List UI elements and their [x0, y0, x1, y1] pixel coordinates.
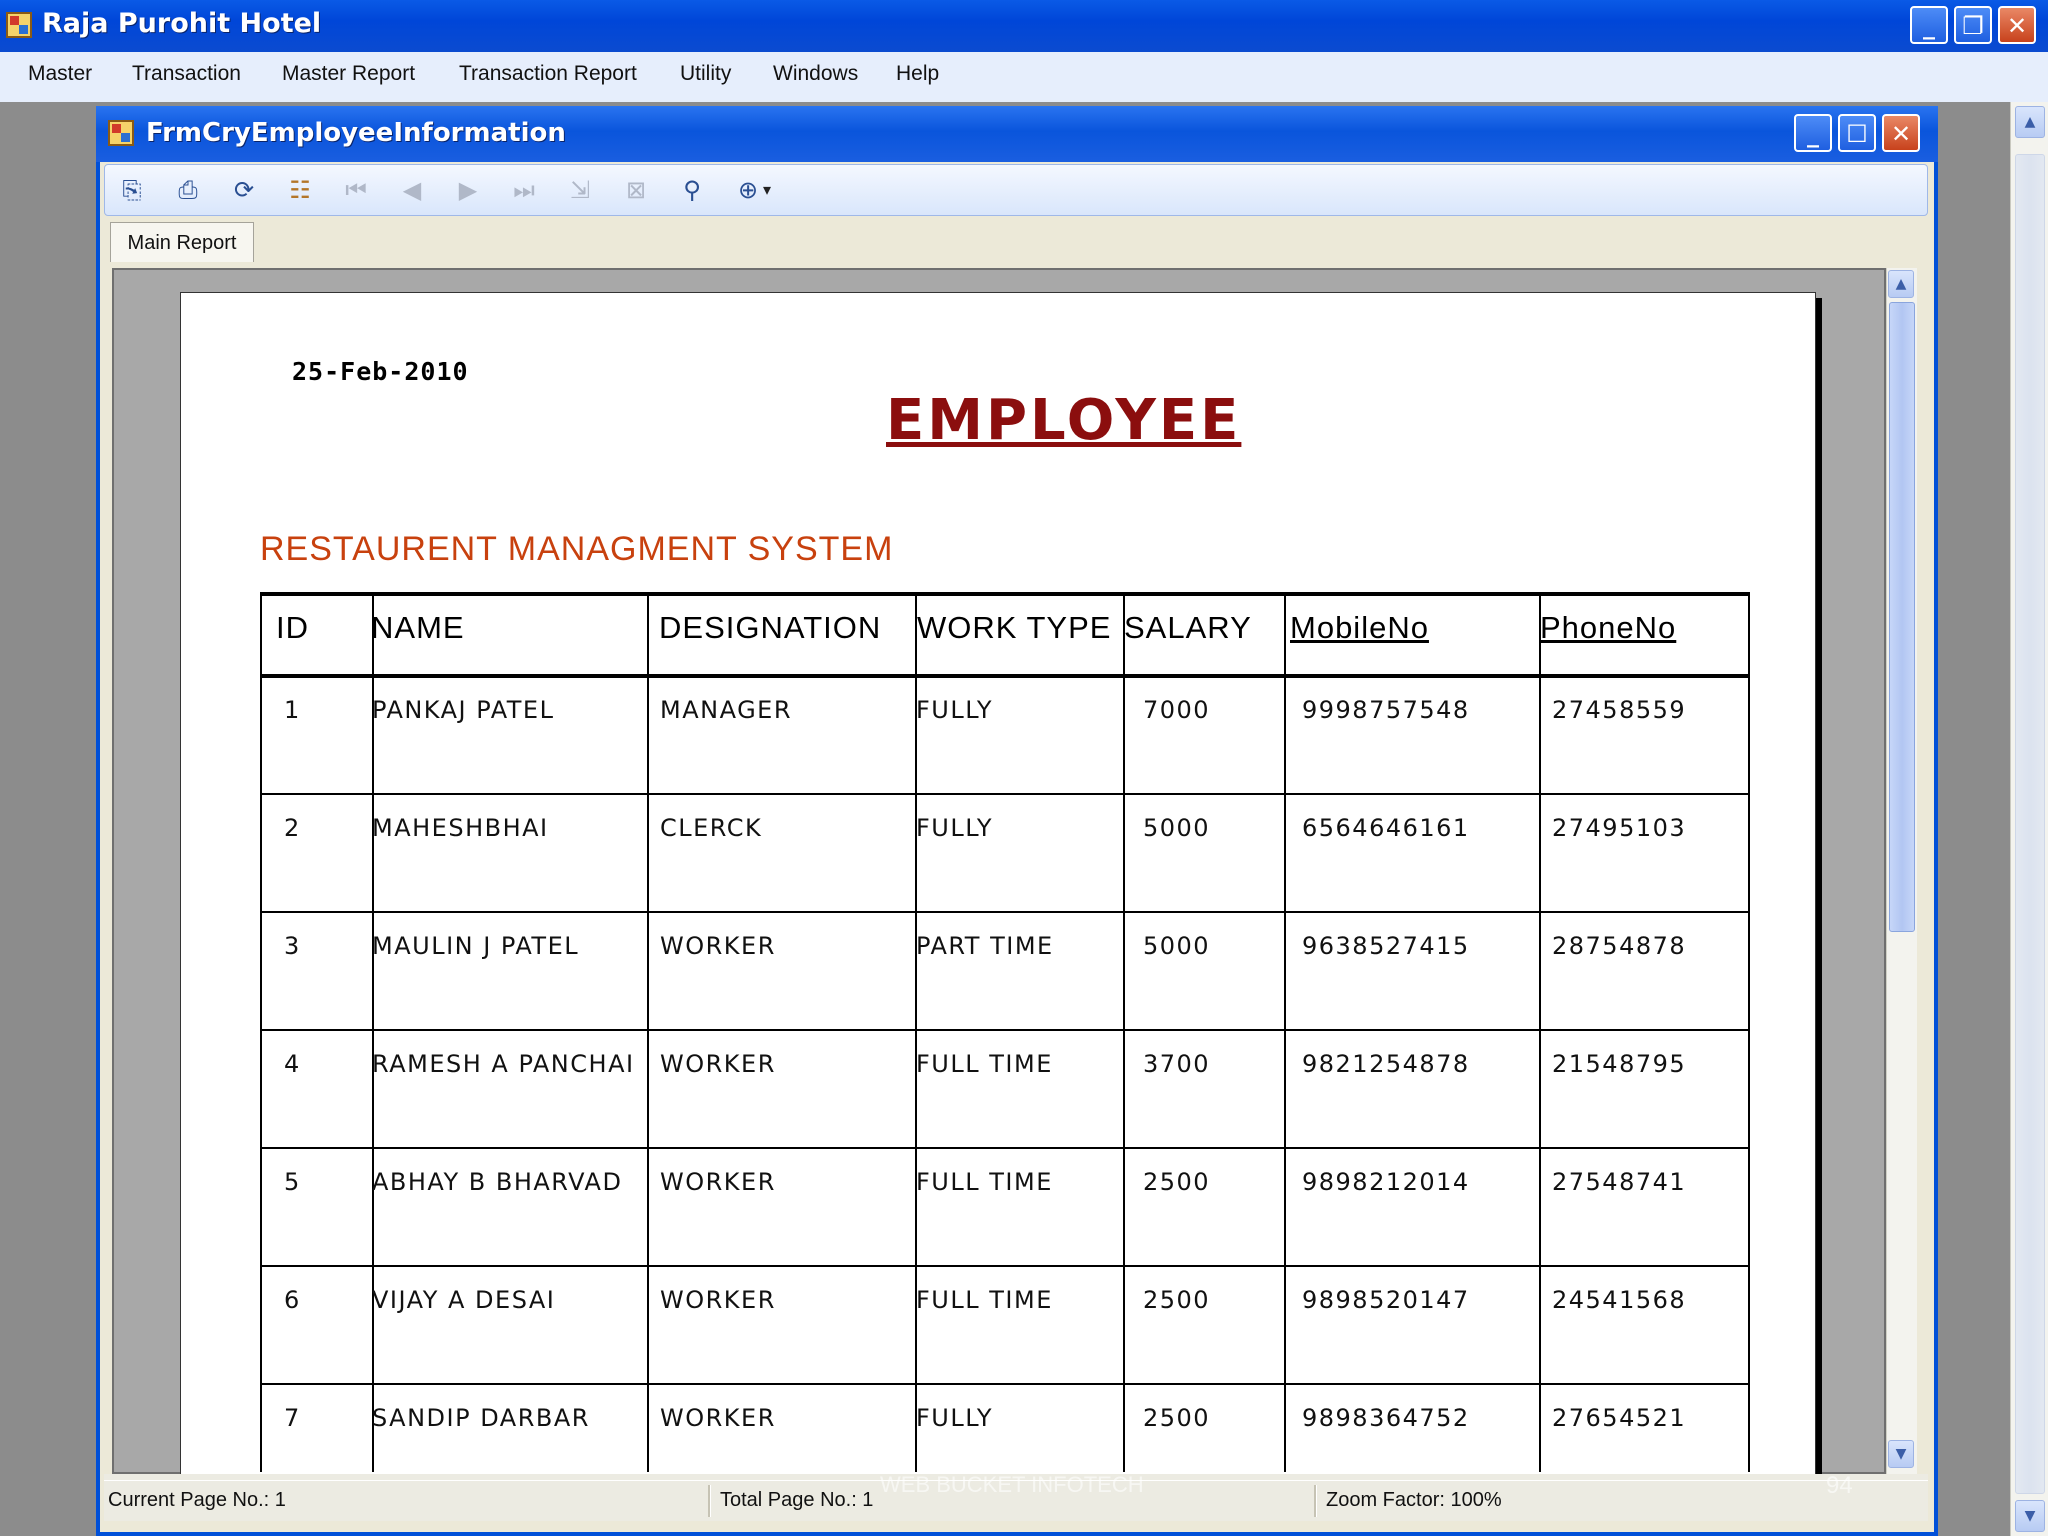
cell-salary: 2500 — [1143, 1404, 1211, 1432]
app-title: Raja Purohit Hotel — [42, 8, 322, 39]
cell-name: SANDIP DARBAR — [372, 1404, 590, 1432]
report-scroll-down-icon[interactable]: ▼ — [1888, 1440, 1914, 1468]
tab-main-report[interactable]: Main Report — [110, 222, 254, 262]
menu-transaction[interactable]: Transaction — [132, 62, 241, 85]
menu-help[interactable]: Help — [896, 62, 940, 85]
cell-id: 3 — [284, 932, 301, 960]
cell-designation: MANAGER — [660, 696, 793, 724]
zoom-icon[interactable]: ⊕ — [737, 176, 759, 204]
last-page-icon[interactable]: ⏭ — [513, 176, 535, 204]
cell-phone: 27495103 — [1552, 814, 1687, 842]
status-zoom-factor: Zoom Factor: 100% — [1326, 1489, 1502, 1511]
cell-id: 7 — [284, 1404, 301, 1432]
cell-name: MAHESHBHAI — [372, 814, 549, 842]
report-scroll-up-icon[interactable]: ▲ — [1888, 270, 1914, 298]
col-header-work-type: WORK TYPE — [917, 610, 1112, 645]
menu-bar — [0, 52, 2048, 103]
cell-mobile: 9898364752 — [1302, 1404, 1470, 1432]
cell-salary: 3700 — [1143, 1050, 1211, 1078]
cell-mobile: 9821254878 — [1302, 1050, 1470, 1078]
report-scrollbar[interactable] — [1886, 268, 1917, 1474]
child-minimize-button[interactable]: _ — [1794, 114, 1832, 152]
zoom-dropdown-icon[interactable]: ▾ — [762, 180, 772, 199]
cell-phone: 27458559 — [1552, 696, 1687, 724]
report-window-titlebar — [96, 106, 1938, 162]
child-close-button[interactable]: ✕ — [1882, 114, 1920, 152]
minimize-button[interactable]: _ — [1910, 6, 1948, 44]
cell-name: PANKAJ PATEL — [372, 696, 555, 724]
col-header-phone: PhoneNo — [1540, 610, 1677, 645]
workspace-scrollbar[interactable] — [2010, 102, 2048, 1536]
col-header-salary: SALARY — [1124, 610, 1252, 645]
report-title: EMPLOYEE — [886, 388, 1242, 453]
report-window-title: FrmCryEmployeeInformation — [146, 118, 566, 148]
print-icon[interactable]: ⎙ — [178, 176, 198, 204]
close-button[interactable]: ✕ — [1998, 6, 2036, 44]
cell-designation: CLERCK — [660, 814, 763, 842]
child-maximize-button[interactable]: ☐ — [1838, 114, 1876, 152]
form-icon — [108, 120, 134, 146]
cell-phone: 24541568 — [1552, 1286, 1687, 1314]
cell-phone: 21548795 — [1552, 1050, 1687, 1078]
export-icon[interactable]: ⎘ — [122, 176, 142, 204]
cell-mobile: 9898520147 — [1302, 1286, 1470, 1314]
cell-work-type: FULLY — [916, 1404, 994, 1432]
scroll-down-icon[interactable]: ▼ — [2015, 1500, 2045, 1532]
cell-id: 6 — [284, 1286, 301, 1314]
menu-master-report[interactable]: Master Report — [282, 62, 416, 85]
report-subtitle: RESTAURENT MANAGMENT SYSTEM — [260, 530, 894, 568]
status-divider — [1314, 1485, 1317, 1517]
app-icon — [6, 12, 32, 38]
workspace-scroll-thumb[interactable] — [2015, 154, 2045, 1494]
cell-id: 4 — [284, 1050, 301, 1078]
cell-phone: 27654521 — [1552, 1404, 1687, 1432]
next-page-icon[interactable]: ▶ — [458, 176, 478, 204]
cell-name: VIJAY A DESAI — [372, 1286, 556, 1314]
refresh-icon[interactable]: ⟳ — [233, 176, 255, 204]
watermark-text: WEB BUCKET INFOTECH — [880, 1472, 1144, 1497]
cell-mobile: 9638527415 — [1302, 932, 1470, 960]
stop-icon[interactable]: ⊠ — [625, 176, 647, 204]
cell-salary: 2500 — [1143, 1168, 1211, 1196]
cell-work-type: FULL TIME — [916, 1168, 1053, 1196]
cell-designation: WORKER — [660, 1404, 776, 1432]
cell-salary: 5000 — [1143, 932, 1211, 960]
cell-name: RAMESH A PANCHAI — [372, 1050, 635, 1078]
cell-designation: WORKER — [660, 1050, 776, 1078]
cell-work-type: FULLY — [916, 814, 994, 842]
report-scroll-thumb[interactable] — [1889, 302, 1915, 932]
menu-windows[interactable]: Windows — [773, 62, 859, 85]
restore-button[interactable]: ❐ — [1954, 6, 1992, 44]
first-page-icon[interactable]: ⏮ — [345, 176, 367, 204]
status-current-page: Current Page No.: 1 — [108, 1489, 286, 1511]
cell-phone: 27548741 — [1552, 1168, 1687, 1196]
menu-transaction-report[interactable]: Transaction Report — [459, 62, 637, 85]
search-icon[interactable]: ⚲ — [683, 176, 701, 204]
cell-id: 5 — [284, 1168, 301, 1196]
col-header-name: NAME — [371, 610, 465, 645]
cell-phone: 28754878 — [1552, 932, 1687, 960]
cell-work-type: FULL TIME — [916, 1050, 1053, 1078]
menu-utility[interactable]: Utility — [680, 62, 732, 85]
cell-designation: WORKER — [660, 1168, 776, 1196]
goto-page-icon[interactable]: ⇲ — [569, 176, 591, 204]
report-date: 25-Feb-2010 — [292, 357, 469, 386]
app-titlebar — [0, 0, 2048, 52]
cell-salary: 5000 — [1143, 814, 1211, 842]
status-divider — [708, 1485, 711, 1517]
cell-designation: WORKER — [660, 932, 776, 960]
report-toolbar — [104, 164, 1928, 216]
group-tree-icon[interactable]: ☷ — [289, 176, 311, 204]
cell-name: MAULIN J PATEL — [372, 932, 580, 960]
cell-work-type: FULL TIME — [916, 1286, 1053, 1314]
cell-salary: 2500 — [1143, 1286, 1211, 1314]
col-header-designation: DESIGNATION — [659, 610, 882, 645]
col-header-mobile: MobileNo — [1290, 610, 1429, 645]
cell-name: ABHAY B BHARVAD — [372, 1168, 623, 1196]
scroll-up-icon[interactable]: ▲ — [2015, 106, 2045, 138]
cell-mobile: 9998757548 — [1302, 696, 1470, 724]
cell-mobile: 6564646161 — [1302, 814, 1470, 842]
col-header-id: ID — [276, 610, 309, 645]
cell-mobile: 9898212014 — [1302, 1168, 1470, 1196]
cell-designation: WORKER — [660, 1286, 776, 1314]
cell-work-type: PART TIME — [916, 932, 1054, 960]
cell-id: 1 — [284, 696, 301, 724]
slide-number: 94 — [1826, 1472, 1853, 1499]
cell-salary: 7000 — [1143, 696, 1211, 724]
cell-id: 2 — [284, 814, 301, 842]
status-total-page: Total Page No.: 1 — [720, 1489, 874, 1511]
previous-page-icon[interactable]: ◀ — [402, 176, 422, 204]
cell-work-type: FULLY — [916, 696, 994, 724]
menu-master[interactable]: Master — [28, 62, 93, 85]
